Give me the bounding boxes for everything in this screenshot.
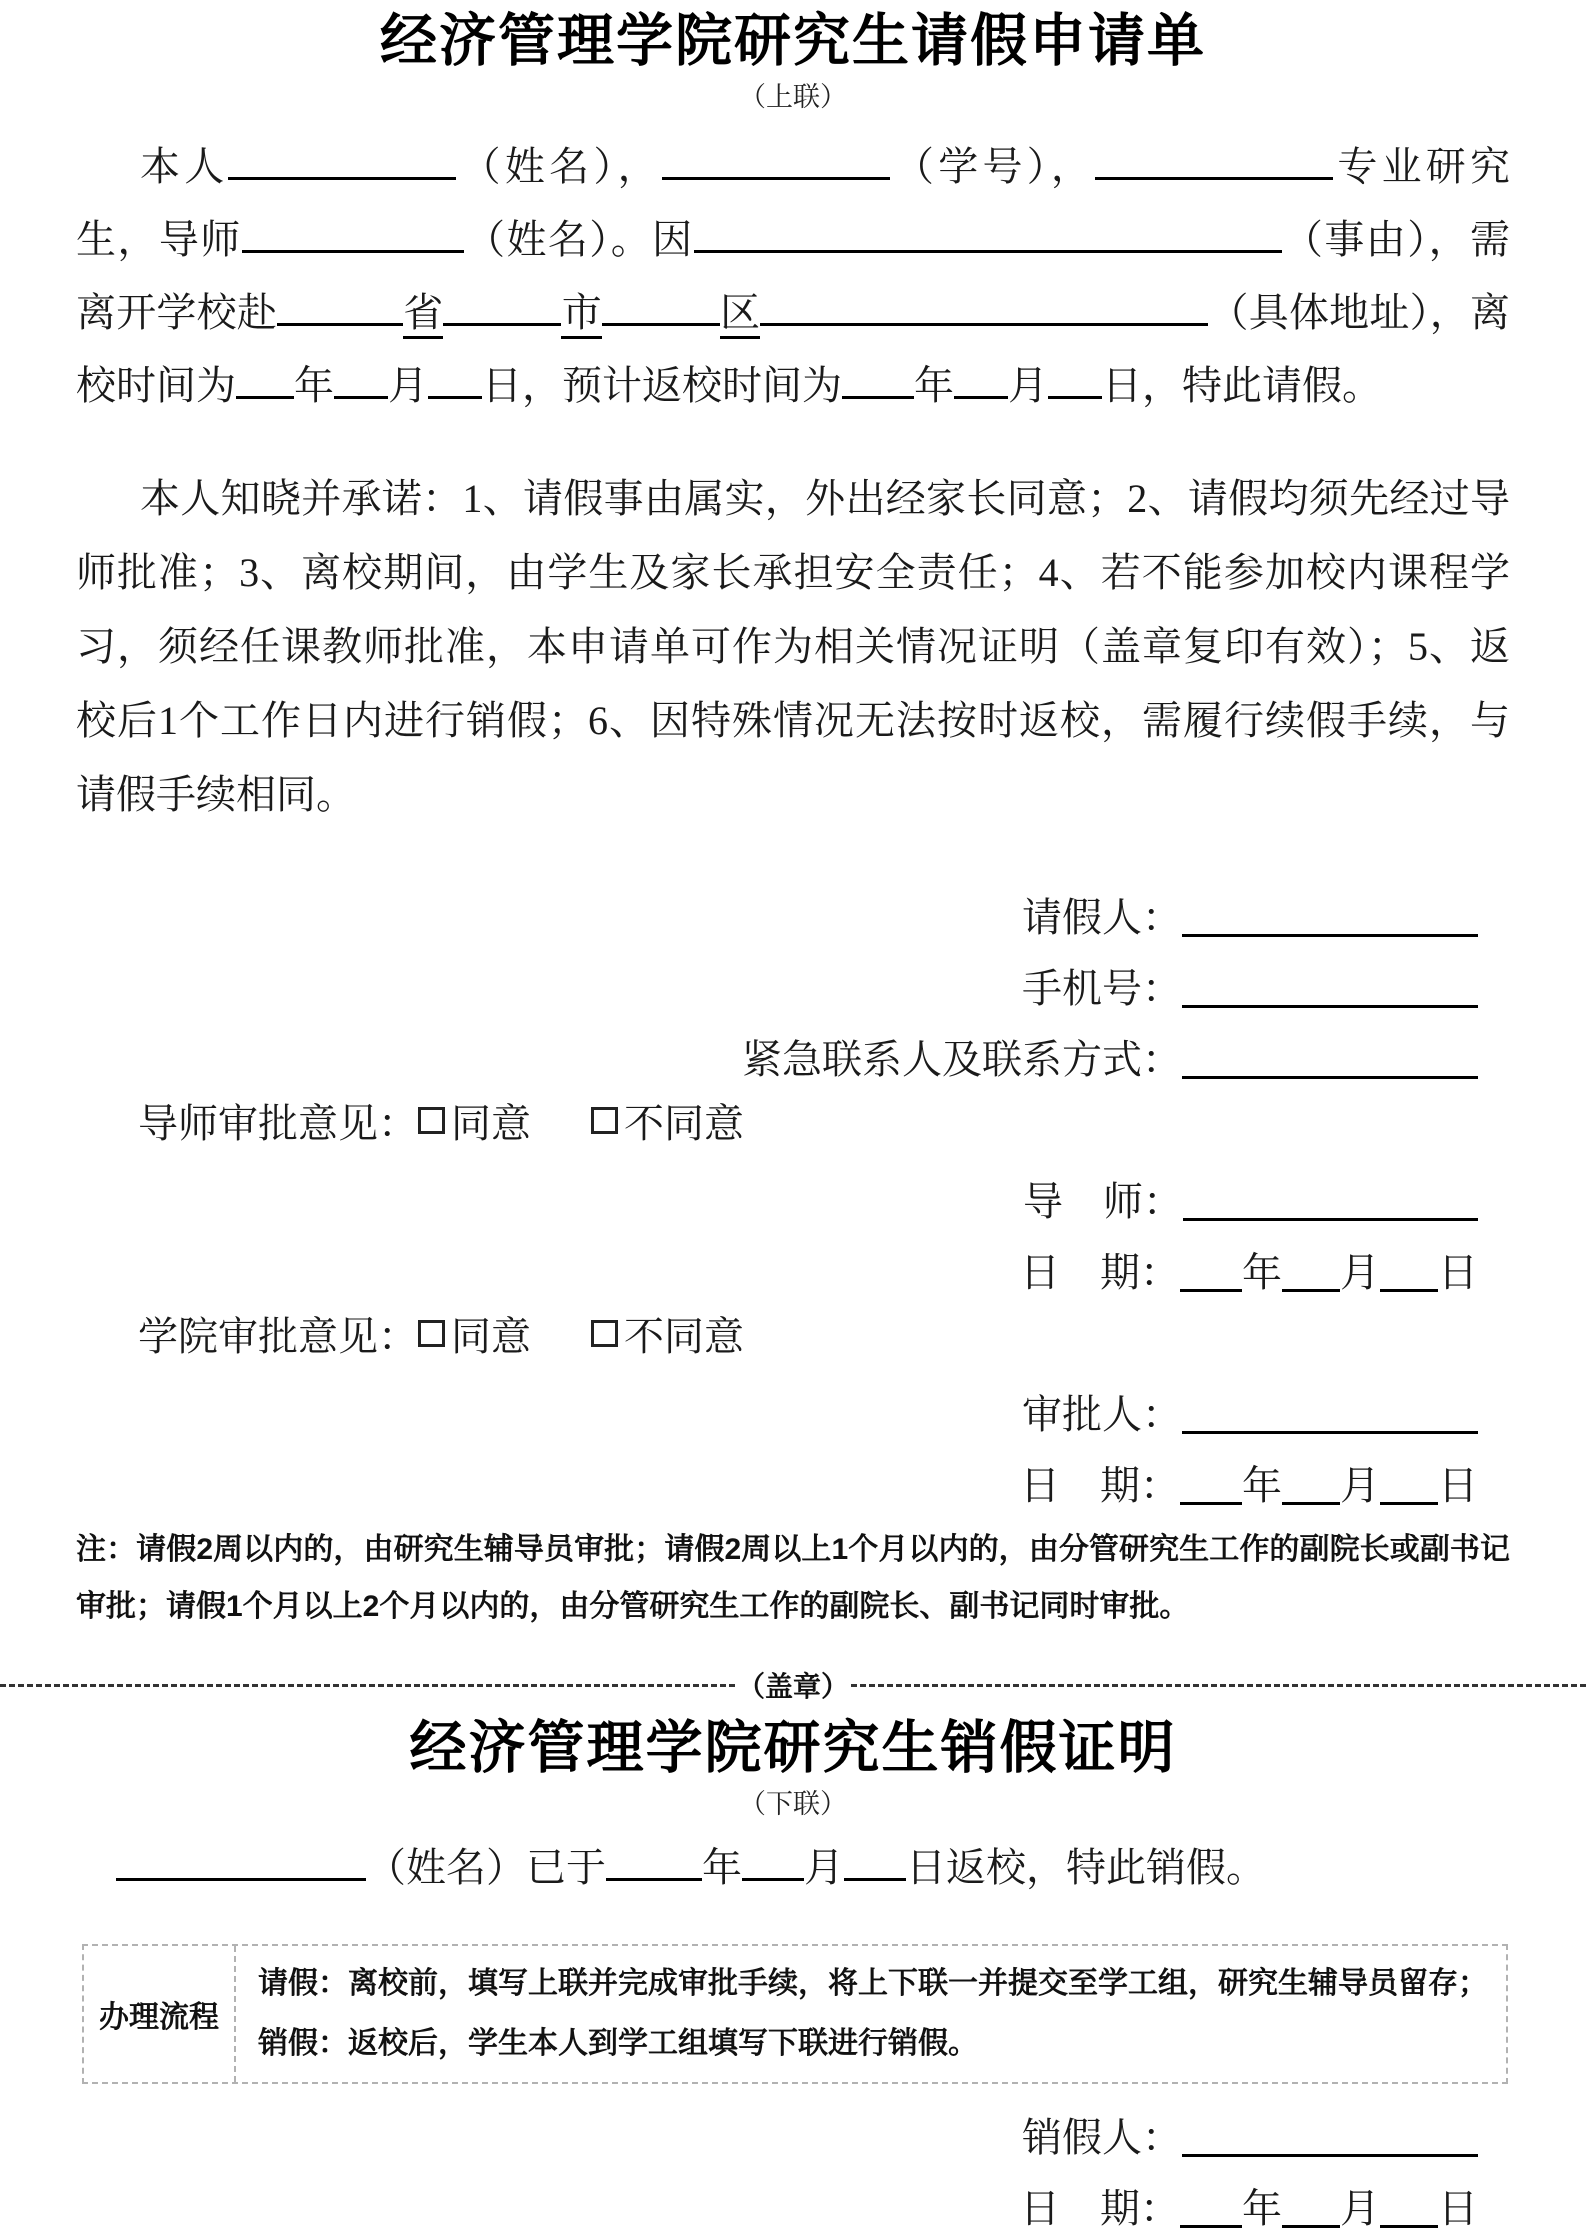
return-statement — [76, 1831, 1510, 1904]
month-label: 月 — [1340, 2186, 1380, 2231]
text-segment: 专业研究生，导师 — [76, 144, 1511, 262]
text-segment: （姓名）已于 — [366, 1845, 606, 1890]
text-segment: （事由），需离开学校赴 — [76, 217, 1511, 335]
text-segment: 月 — [1008, 363, 1048, 408]
supervisor-signature-blank[interactable] — [1183, 1178, 1478, 1221]
emergency-contact-row — [76, 1014, 1478, 1085]
college-agree-checkbox[interactable] — [418, 1320, 445, 1347]
text-segment: 日返校，特此销假。 — [906, 1845, 1266, 1890]
supervisor-date-row — [76, 1227, 1478, 1298]
day-blank[interactable] — [1380, 1462, 1438, 1505]
fill-in-blank[interactable] — [1095, 137, 1333, 180]
text-on-underline: 省 — [403, 290, 443, 339]
day-blank[interactable] — [1380, 2185, 1438, 2228]
process-header-cell: 办理流程 — [84, 1946, 236, 2082]
year-label: 年 — [1242, 1250, 1282, 1295]
fill-in-blank[interactable] — [116, 1838, 366, 1881]
phone-row — [76, 943, 1478, 1014]
college-disagree-checkbox[interactable] — [591, 1320, 618, 1347]
form-title: 经济管理学院研究生请假申请单 — [380, 10, 1206, 73]
text-segment: （学号）， — [889, 144, 1096, 189]
cancel-person-blank[interactable] — [1182, 2114, 1478, 2157]
emergency-contact-label: 紧急联系人及联系方式： — [742, 1037, 1182, 1082]
phone-blank[interactable] — [1182, 965, 1478, 1008]
supervisor-agree-checkbox[interactable] — [418, 1107, 445, 1134]
fill-in-blank[interactable] — [236, 356, 294, 399]
month-label: 月 — [1340, 1463, 1380, 1508]
fill-in-blank[interactable] — [277, 283, 403, 326]
text-segment: 月 — [804, 1845, 844, 1890]
applicant-row — [76, 872, 1478, 943]
college-disagree-label: 不同意 — [624, 1314, 744, 1359]
text-on-underline: 市 — [561, 290, 601, 339]
year-label: 年 — [1242, 2186, 1282, 2231]
month-blank[interactable] — [1282, 1462, 1340, 1505]
text-segment: 月 — [388, 363, 428, 408]
cancellation-signature-block — [76, 2092, 1510, 2234]
stamp-label: （盖章） — [737, 1671, 850, 1702]
intro-paragraph — [76, 130, 1510, 422]
fill-in-blank[interactable] — [334, 356, 388, 399]
fill-in-blank[interactable] — [662, 137, 890, 180]
form-subtitle-upper: （上联） — [739, 82, 847, 112]
supervisor-signature-row — [76, 1156, 1478, 1227]
text-segment: 日，特此请假。 — [1102, 363, 1382, 408]
cancellation-title: 经济管理学院研究生销假证明 — [409, 1717, 1177, 1780]
date-label: 日 期： — [1020, 1250, 1180, 1295]
text-segment: 年 — [914, 363, 954, 408]
approver-blank[interactable] — [1182, 1391, 1478, 1434]
process-line-leave: 请假：离校前，填写上联并完成审批手续，将上下联一并提交至学工组，研究生辅导员留存； — [258, 1967, 1488, 2000]
fill-in-blank[interactable] — [428, 356, 482, 399]
college-agree-label: 同意 — [451, 1314, 531, 1359]
cancel-person-label: 销假人： — [1022, 2115, 1182, 2160]
supervisor-opinion-label: 导师审批意见： — [138, 1101, 418, 1146]
fill-in-blank[interactable] — [694, 210, 1282, 253]
dashed-line-left — [0, 1684, 735, 1687]
month-blank[interactable] — [1282, 1249, 1340, 1292]
fill-in-blank[interactable] — [954, 356, 1008, 399]
text-on-underline: 区 — [720, 290, 760, 339]
fill-in-blank[interactable] — [842, 356, 914, 399]
fill-in-blank[interactable] — [1048, 356, 1102, 399]
day-label: 日 — [1438, 1463, 1478, 1508]
applicant-blank[interactable] — [1182, 894, 1478, 937]
text-segment: 本人 — [140, 144, 229, 189]
form-subtitle-lower: （下联） — [739, 1789, 847, 1819]
college-opinion-label: 学院审批意见： — [138, 1314, 418, 1359]
year-blank[interactable] — [1180, 1249, 1242, 1292]
text-segment: （姓名）， — [456, 144, 662, 189]
college-opinion-row — [138, 1298, 1510, 1369]
text-segment: （具体地址），离校时间为 — [76, 290, 1511, 408]
fill-in-blank[interactable] — [760, 283, 1208, 326]
applicant-label: 请假人： — [1022, 895, 1182, 940]
day-label: 日 — [1438, 2186, 1478, 2231]
date-label: 日 期： — [1020, 1463, 1180, 1508]
approval-note: 注：请假2周以内的，由研究生辅导员审批；请假2周以上1个月以内的，由分管研究生工作的副院长或副书记审批；请假1个月以上2个月以内的，由分管研究生工作的副院长、副书记同时审批。 — [76, 1533, 1510, 1623]
approver-label: 审批人： — [1022, 1392, 1182, 1437]
supervisor-disagree-checkbox[interactable] — [591, 1107, 618, 1134]
supervisor-label: 导 师： — [1023, 1179, 1183, 1224]
fill-in-blank[interactable] — [443, 283, 561, 326]
text-segment: （姓名）。因 — [463, 217, 694, 262]
supervisor-disagree-label: 不同意 — [624, 1101, 744, 1146]
process-line-cancel: 销假：返校后，学生本人到学工组填写下联进行销假。 — [258, 2027, 978, 2060]
promise-paragraph: 本人知晓并承诺：1、请假事由属实，外出经家长同意；2、请假均须先经过导师批准；3、离校期间，由学生及家长承担安全责任；4、若不能参加校内课程学习，须经任课教师批准，本申请单可作为相关情况证明（盖章复印有效）；5、返校后1个工作日内进行销假；6、因特殊情况无法按时返校，需履行续假手续，与请假手续相同。 — [76, 476, 1510, 817]
fill-in-blank[interactable] — [602, 283, 720, 326]
process-box — [82, 1944, 1508, 2084]
text-segment: 日，预计返校时间为 — [482, 363, 842, 408]
fill-in-blank[interactable] — [742, 1838, 804, 1881]
month-label: 月 — [1340, 1250, 1380, 1295]
fill-in-blank[interactable] — [242, 210, 464, 253]
fill-in-blank[interactable] — [606, 1838, 702, 1881]
day-blank[interactable] — [1380, 1249, 1438, 1292]
fill-in-blank[interactable] — [844, 1838, 906, 1881]
year-blank[interactable] — [1180, 1462, 1242, 1505]
supervisor-agree-label: 同意 — [451, 1101, 531, 1146]
month-blank[interactable] — [1282, 2185, 1340, 2228]
tear-line — [0, 1665, 1586, 1705]
year-blank[interactable] — [1180, 2185, 1242, 2228]
emergency-contact-blank[interactable] — [1182, 1036, 1478, 1079]
dashed-line-right — [851, 1684, 1586, 1687]
cancel-person-row — [76, 2092, 1478, 2163]
approver-date-row — [76, 1440, 1478, 1511]
fill-in-blank[interactable] — [228, 137, 456, 180]
day-label: 日 — [1438, 1250, 1478, 1295]
cancel-date-row — [76, 2163, 1478, 2234]
phone-label: 手机号： — [1022, 966, 1182, 1011]
approver-row — [76, 1369, 1478, 1440]
date-label: 日 期： — [1020, 2186, 1180, 2231]
text-segment: 年 — [294, 363, 334, 408]
year-label: 年 — [1242, 1463, 1282, 1508]
process-body-cell — [236, 1946, 1506, 2082]
text-segment: 年 — [702, 1845, 742, 1890]
supervisor-opinion-row — [138, 1085, 1510, 1156]
